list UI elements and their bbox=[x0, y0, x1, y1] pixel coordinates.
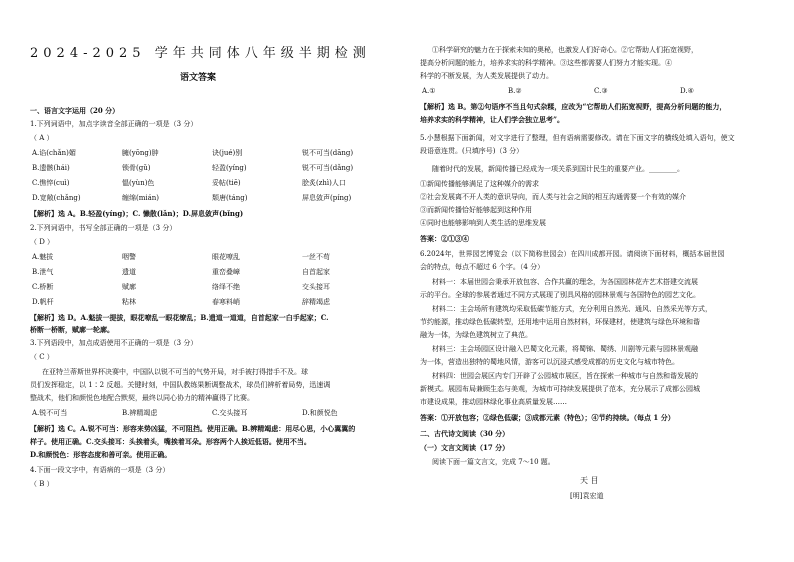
option-row bbox=[420, 87, 772, 96]
option-cell: B.辨精竭虑 bbox=[122, 409, 158, 417]
option-cell: 妥帖(tiē) bbox=[212, 179, 241, 187]
option-cell: 自首起家 bbox=[302, 268, 330, 276]
analysis-text: 【解析】选 D。A.魁拔一提拔，眼花嘹乱一眼花缭乱；B.遗道一道道，自首起家一白手起家；C. bbox=[30, 313, 329, 322]
option-cell: D.帆杆 bbox=[32, 298, 54, 306]
option-cell: 锐不可当(dǎng) bbox=[302, 164, 354, 172]
list-item: ④同时也能够影响到人类生活的思维发展 bbox=[420, 219, 546, 227]
option-cell: B.② bbox=[508, 87, 522, 95]
list-item: ②社会发展离不开人类的意识导向，而人类与社会之间的相互沟通需要一个有效的媒介 bbox=[420, 193, 686, 201]
option-cell: 锐不可当(dāng) bbox=[302, 149, 354, 157]
answer-text: 答案：②①③④ bbox=[420, 234, 469, 243]
analysis-text: 桥断一桥断，赋廓一轮廓。 bbox=[30, 325, 114, 334]
option-cell: C.交头接耳 bbox=[212, 409, 248, 417]
page-title: 2024-2025 学年共同体八年级半期检测 bbox=[30, 46, 371, 61]
material-text: 材料三：主会场园区设计融入巴蜀文化元素，将蜀锦、蜀绣、川剧等元素与园林景观融 bbox=[432, 345, 698, 353]
option-cell: B.泄气 bbox=[32, 268, 54, 276]
material-text: 新模式。展园布局兼顾生态与美观，为城市可持续发展提供了范本，充分展示了成都公园城 bbox=[420, 385, 700, 393]
material-text: 为一体，营造出独特的蜀地风情，游客可以沉浸式感受成都的历史文化与城市特色。 bbox=[420, 358, 679, 366]
question-stem: 5.小慧根据下面新闻，对文字进行了整理，但有语病需要修改。请在下面文字的横线处填入语句，使文 bbox=[420, 134, 735, 142]
question-answer: （ C ） bbox=[30, 353, 54, 361]
option-cell: 缠绵(mián) bbox=[122, 194, 160, 202]
poem-author: [明]袁宏道 bbox=[570, 492, 604, 500]
option-cell: 一丝不苟 bbox=[302, 253, 330, 261]
option-cell: 重峦叠嶂 bbox=[212, 268, 240, 276]
question-stem: 段语意连贯。(只填序号)（3 分） bbox=[420, 147, 524, 155]
option-cell: 粘林 bbox=[122, 298, 136, 306]
option-cell: C.③ bbox=[594, 87, 608, 95]
option-row bbox=[30, 194, 390, 203]
option-row bbox=[30, 179, 390, 188]
analysis-text: D.和颜悦色：形容态度和善可亲。使用正确。 bbox=[30, 450, 172, 459]
analysis-text: 【解析】选 B。第②句语序不当且句式杂糅，应改为“它帮助人们拓宽视野，提高分析问题的能力， bbox=[420, 102, 727, 111]
option-cell: B.遗骸(hái) bbox=[32, 164, 70, 172]
option-cell: C.憔悴(cuì) bbox=[32, 179, 70, 187]
option-row bbox=[30, 149, 390, 158]
option-cell: 轻盈(yíng) bbox=[212, 164, 247, 172]
question-stem: 2.下列词语中，书写全部正确的一项是（3 分） bbox=[30, 224, 177, 232]
option-row bbox=[30, 409, 390, 418]
option-cell: 屏息敛声(píng) bbox=[302, 194, 352, 202]
option-cell: 诀(jué)别 bbox=[212, 149, 243, 157]
option-cell: 愠(yùn)色 bbox=[122, 179, 155, 187]
material-text: 材料二：主会场所有建筑均采取低碳节能方式，充分利用自然光、通风、自然采光等方式， bbox=[432, 305, 712, 313]
question-stem: 会的特点，每点不超过 6 个字。（4 分） bbox=[420, 263, 545, 271]
material-text: 节约能源，推动绿色低碳转型，还用地中运用自然材料，环保建材，使建筑与绿色环境和谐 bbox=[420, 318, 700, 326]
passage-text: 随着时代的发展，新闻传播已经成为一项关系到国计民生的重要产业。________。 bbox=[432, 165, 684, 173]
option-row bbox=[30, 253, 390, 262]
material-text: 材料一：本届世园会秉承开放包容、合作共赢的理念，为各国园林花卉艺术搭建交流展 bbox=[432, 278, 698, 286]
analysis-text: 【解析】选 C。A.锐不可当：形容来势凶猛，不可阻挡。使用正确。B.辨精竭虑：用尽心思，小心翼翼的 bbox=[30, 424, 356, 433]
option-cell: 臃(yōng)肿 bbox=[122, 149, 159, 157]
option-cell: 锁骨(gǔ) bbox=[122, 164, 151, 172]
option-cell: 颓唐(táng) bbox=[212, 194, 248, 202]
option-cell: 交头接耳 bbox=[302, 283, 330, 291]
question-answer: （ B ） bbox=[30, 480, 54, 488]
option-cell: 春寒料峭 bbox=[212, 298, 240, 306]
analysis-text: 样子。使用正确。C.交头接耳：头挨着头，嘴挨着耳朵。形容两个人挨近低语。使用不当。 bbox=[30, 437, 311, 446]
material-text: 融为一体，为绿色建筑树立了典范。 bbox=[420, 331, 532, 339]
question-stem: 6.2024年，世界园艺博览会（以下简称世园会）在四川成都开园。请阅读下面材料，概括本届世园 bbox=[420, 250, 725, 258]
option-cell: A.① bbox=[422, 87, 436, 95]
option-cell: 遗道 bbox=[122, 268, 136, 276]
list-item: ①新闻传播能够满足了这种媒介的需求 bbox=[420, 180, 539, 188]
material-text: 市建设成果，推动园林绿化事业高质量发展…… bbox=[420, 398, 567, 406]
material-text: 材料四：世园会展区内专门开辟了公园城市展区，旨在探索一种城市与自然和谐发展的 bbox=[432, 372, 698, 380]
option-row bbox=[30, 164, 390, 173]
option-cell: 络绎不绝 bbox=[212, 283, 240, 291]
page-subtitle: 语文答案 bbox=[180, 73, 217, 83]
section-heading: 二、古代诗文阅读（30 分） bbox=[420, 429, 510, 438]
analysis-text: 【解析】选 A。B.轻盈(yíng)；C. 懒散(lǎn)；D.屏息敛声(bǐng) bbox=[30, 209, 244, 218]
analysis-text: 培养求实的科学精神，让人们学会独立思考”。 bbox=[420, 115, 565, 124]
answer-text: 答案：①开放包容；②绿色低碳；③成都元素（特色）；④节约持续。（每点 1 分） bbox=[420, 413, 675, 422]
option-cell: A.魅拔 bbox=[32, 253, 54, 261]
option-cell: D.④ bbox=[680, 87, 694, 95]
section-heading: 一、语言文字运用（20 分） bbox=[30, 106, 120, 115]
passage-text: 提高分析问题的能力，培养求实的科学精神。③这些都需要人们努力才能实现。④ bbox=[420, 59, 672, 67]
question-answer: （ D ） bbox=[30, 238, 55, 246]
option-row bbox=[30, 298, 390, 307]
option-cell: 辞精竭虑 bbox=[302, 298, 330, 306]
option-row bbox=[30, 268, 390, 277]
passage-text: 整战术，他们和颜悦色地配合默契，最终以同心协力的精神赢得了比赛。 bbox=[30, 394, 254, 402]
question-answer: （ A ） bbox=[30, 134, 54, 142]
passage-text: 员们发挥稳定，以 1∶2 反超。关键时刻，中国队教练果断调整战术，球员们辨析着局势，迅速调 bbox=[30, 381, 331, 389]
option-cell: C.桥断 bbox=[32, 283, 54, 291]
option-cell: A.谄(chǎn)媚 bbox=[32, 149, 76, 157]
passage-text: 在亚特兰蒂斯世界杯决赛中，中国队以锐不可当的气势开局，对手被打得措手不及。球 bbox=[42, 368, 308, 376]
passage-text: 科学的不断发展，为人类发展提供了动力。 bbox=[420, 72, 553, 80]
option-row bbox=[30, 283, 390, 292]
instruction-text: 阅读下面一篇文言文，完成 7～10 题。 bbox=[432, 458, 555, 466]
option-cell: 眼花嘹乱 bbox=[212, 253, 240, 261]
option-cell: 脍炙(zhì)人口 bbox=[302, 179, 346, 187]
material-text: 示的平台。全球的参展者通过不同方式展现了别具风格的园林景观与各国特色的园艺文化。 bbox=[420, 291, 700, 299]
passage-text: ①科学研究的魅力在于探索未知的奥秘，也激发人们好奇心。②它帮助人们拓宽视野， bbox=[432, 46, 698, 54]
question-stem: 3.下列语段中，加点成语使用不正确的一项是（3 分） bbox=[30, 339, 198, 347]
option-cell: 赋廓 bbox=[122, 283, 136, 291]
subsection-heading: （一）文言文阅读（17 分） bbox=[420, 443, 510, 452]
option-cell: 咽警 bbox=[122, 253, 136, 261]
question-stem: 1.下列词语中，加点字读音全部正确的一项是（3 分） bbox=[30, 120, 198, 128]
poem-title: 天 目 bbox=[580, 476, 599, 485]
left-column bbox=[30, 0, 390, 562]
right-column bbox=[420, 0, 772, 562]
question-stem: 4.下面一段文字中，有语病的一项是（3 分） bbox=[30, 466, 170, 474]
option-cell: D.宽敞(chǎng) bbox=[32, 194, 81, 202]
option-cell: D.和颜悦色 bbox=[302, 409, 338, 417]
list-item: ③而新闻传播恰好能够起到这种作用 bbox=[420, 206, 532, 214]
option-cell: A.锐不可当 bbox=[32, 409, 68, 417]
